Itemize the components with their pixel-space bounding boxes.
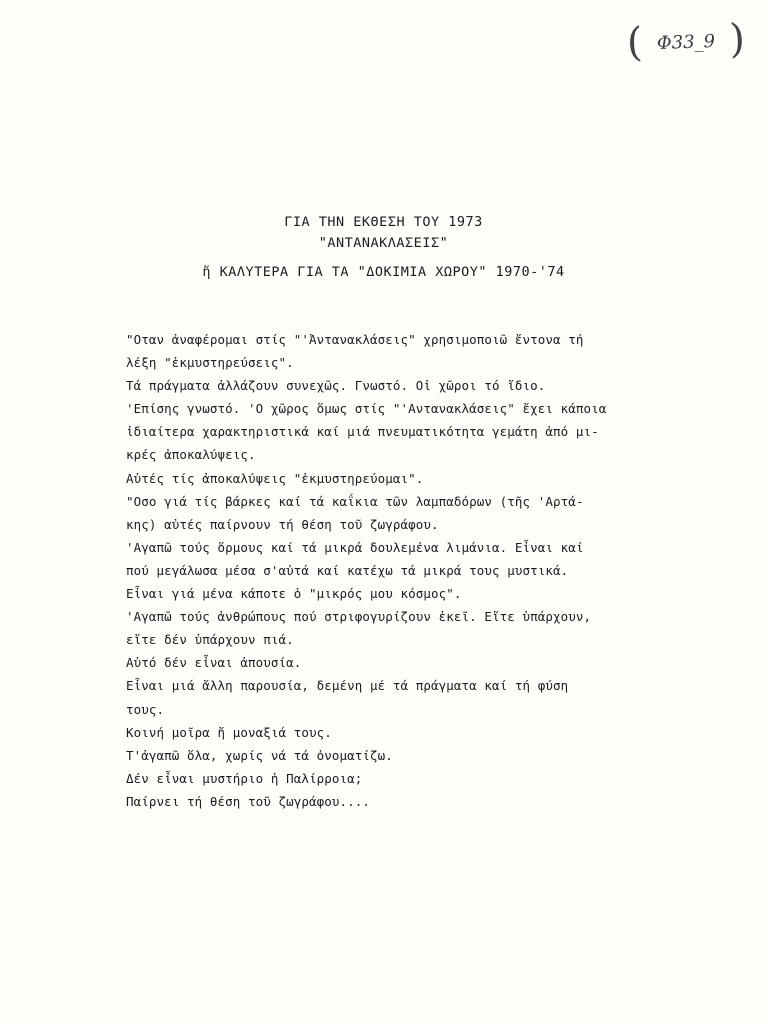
text-line: Τά πράγματα ἀλλάζουν συνεχῶς. Γνωστό. Οἱ χῶροι τό ἴδιο. [126,378,546,394]
text-line: Αὐτές τίς ἀποκαλύψεις "ἐκμυστηρεύομαι". [126,470,424,486]
text-line: "Οταν ἀναφέρομαι στίς "'Ἀντανακλάσεις" χρησιμοποιῶ ἔντονα τή [126,332,584,347]
text-line: κρές ἀποκαλύψεις. [126,447,256,463]
handwritten-archive-note [626,15,746,67]
text-line: Παίρνει τή θέση τοῦ ζωγράφου.... [126,793,371,809]
text-line: Αὐτό δέν εἶναι ἀπουσία. [126,655,302,671]
text-line: ἰδιαίτερα χαρακτηριστικά καί μιά πνευματικότητα γεμάτη ἀπό μι- [126,424,599,440]
text-line: Κοινή μοῖρα ἤ μοναξιά τους. [126,724,332,740]
text-line: 'Αγαπῶ τούς ὅρμους καί τά μικρά δουλεμένα λιμάνια. Εἶναι καί [126,539,584,555]
text-line: τους. [126,701,165,717]
text-line: Τ'ἀγαπῶ ὅλα, χωρίς νά τά ὀνοματίζω. [126,747,393,763]
text-line: εἴτε δέν ὑπάρχουν πιά. [126,632,294,648]
text-line: λέξη "ἐκμυστηρεύσεις". [126,355,294,371]
text-line: 'Επίσης γνωστό. 'Ο χῶρος ὅμως στίς "'Αντανακλάσεις" ἔχει κάποια [126,401,607,417]
text-line: Εἶναι μιά ἄλλη παρουσία, δεμένη μέ τά πράγματα καί τή φύση [126,678,569,694]
archive-number: Φ33_9 [656,30,716,55]
title-line-2: "ΑΝΤΑΝΑΚΛΑΣΕΙΣ" [318,235,449,251]
text-line: Εἶναι γιά μένα κάποτε ὁ "μικρός μου κόσμος". [126,586,462,602]
text-line: πού μεγάλωσα μέσα σ'αὐτά καί κατέχω τά μικρά τους μυστικά. [126,562,569,578]
text-line: Δέν εἶναι μυστήριο ἡ Παλίρροια; [126,770,363,786]
subtitle-line: ἤ ΚΑΛΥΤΕΡΑ ΓΙΑ ΤΑ "ΔΟΚΙΜΙΑ ΧΩΡΟΥ" 1970-'74 [202,264,565,280]
text-line: 'Αγαπῶ τούς ἀνθρώπους πού στριφογυρίζουν ἐκεῖ. Εἴτε ὑπάρχουν, [126,609,592,625]
text-line: κης) αὐτές παίρνουν τή θέση τοῦ ζωγράφου. [126,516,439,532]
body-text [126,328,646,813]
title-line-1: ΓΙΑ ΤΗΝ ΕΚΘΕΣΗ ΤΟΥ 1973 [284,214,483,230]
right-paren-mark: ) [728,15,746,63]
text-line: "Οσο γιά τίς βάρκες καί τά καΐκια τῶν λαμπαδόρων (τῆς 'Αρτά- [126,493,584,509]
left-paren-mark: ( [626,19,644,67]
